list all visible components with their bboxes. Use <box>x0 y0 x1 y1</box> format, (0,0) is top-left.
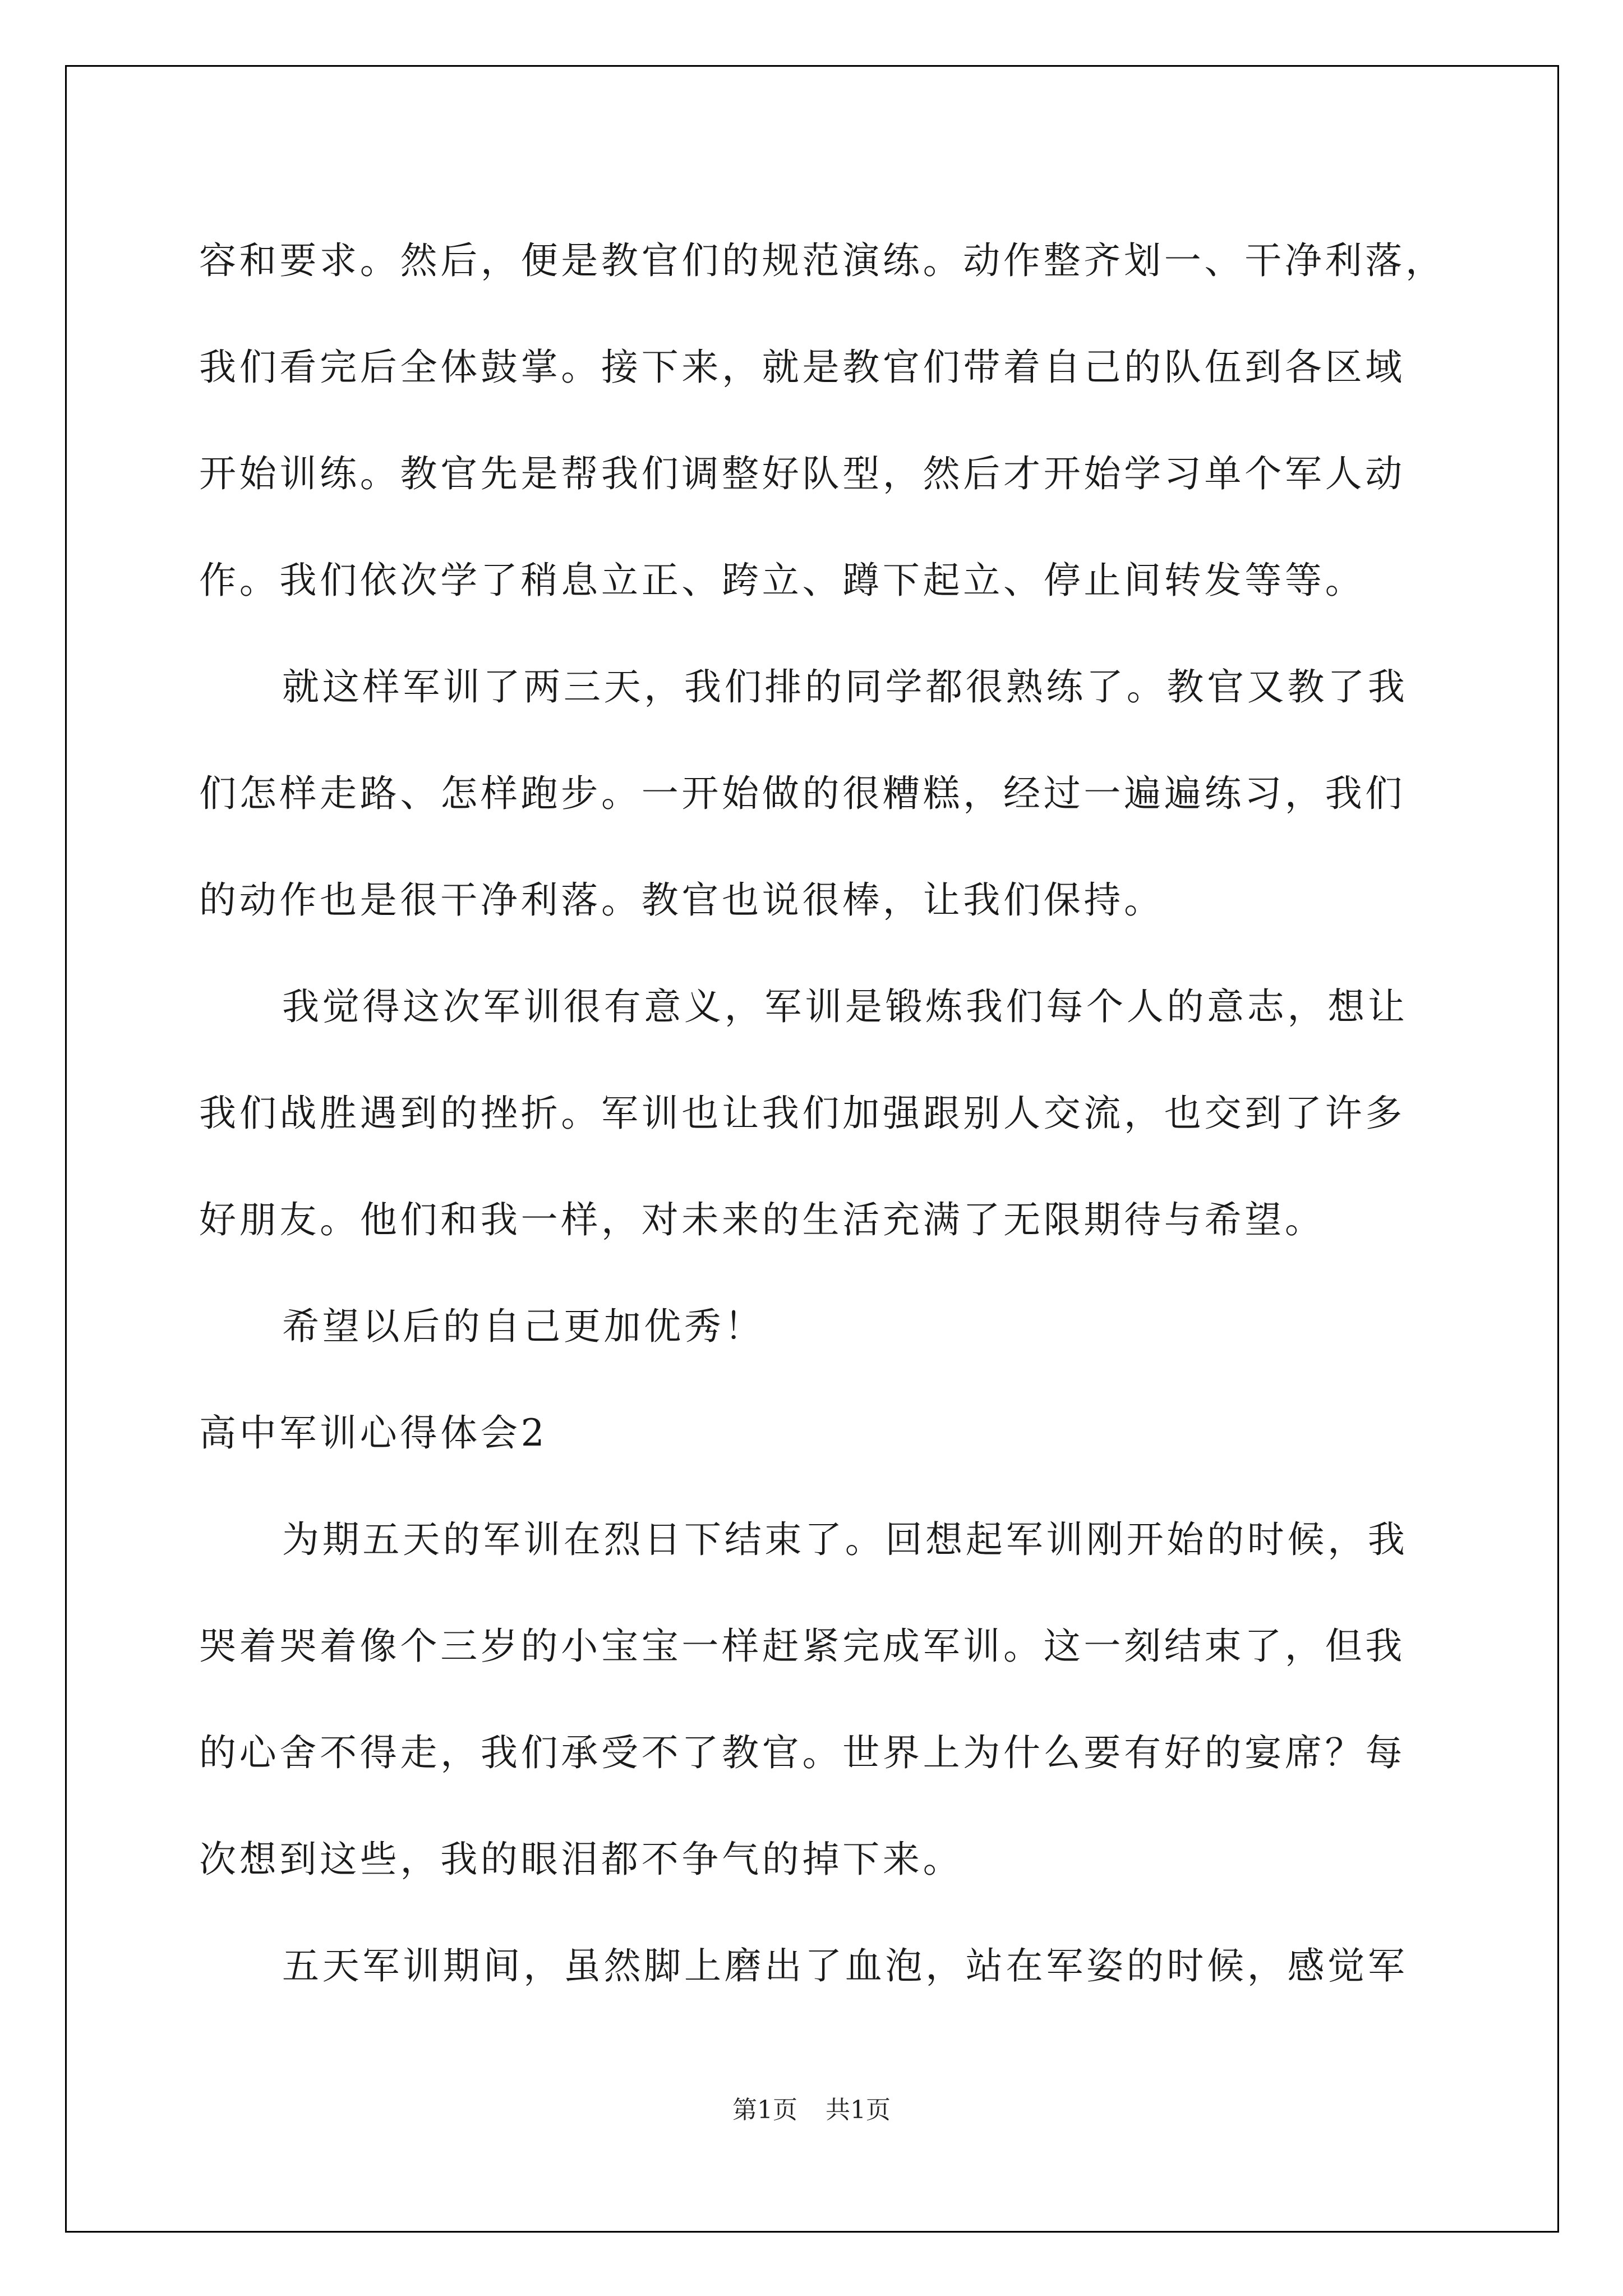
text-line: 的心舍不得走，我们承受不了教官。世界上为什么要有好的宴席？每 <box>199 1731 1405 1774</box>
page-number: 第1页 <box>732 2096 797 2124</box>
text-line: 的动作也是很干净利落。教官也说很棒，让我们保持。 <box>199 878 1164 922</box>
paragraph-start: 希望以后的自己更加优秀！ <box>282 1305 765 1348</box>
text-line: 作。我们依次学了稍息立正、跨立、蹲下起立、停止间转发等等。 <box>199 559 1366 602</box>
text-line: 我们看完后全体鼓掌。接下来，就是教官们带着自己的队伍到各区域 <box>199 346 1405 389</box>
paragraph-start: 五天军训期间，虽然脚上磨出了血泡，站在军姿的时候，感觉军 <box>282 1944 1408 1987</box>
text-line: 好朋友。他们和我一样，对未来的生活充满了无限期待与希望。 <box>199 1198 1325 1241</box>
text-line: 们怎样走路、怎样跑步。一开始做的很糟糕，经过一遍遍练习，我们 <box>199 772 1405 815</box>
text-line: 我们战胜遇到的挫折。军训也让我们加强跟别人交流，也交到了许多 <box>199 1092 1405 1135</box>
paragraph-start: 我觉得这次军训很有意义，军训是锻炼我们每个人的意志，想让 <box>282 985 1408 1028</box>
text-line: 开始训练。教官先是帮我们调整好队型，然后才开始学习单个军人动 <box>199 452 1405 495</box>
paragraph-start: 为期五天的军训在烈日下结束了。回想起军训刚开始的时候，我 <box>282 1518 1408 1561</box>
text-line: 次想到这些，我的眼泪都不争气的掉下来。 <box>199 1838 963 1881</box>
text-line: 容和要求。然后，便是教官们的规范演练。动作整齐划一、干净利落， <box>199 239 1446 282</box>
document-body <box>199 208 1446 2019</box>
page-footer <box>0 2090 1623 2125</box>
section-heading: 高中军训心得体会2 <box>199 1411 548 1455</box>
text-line: 哭着哭着像个三岁的小宝宝一样赶紧完成军训。这一刻结束了，但我 <box>199 1625 1405 1668</box>
page-count: 共1页 <box>826 2096 891 2124</box>
paragraph-start: 就这样军训了两三天，我们排的同学都很熟练了。教官又教了我 <box>282 665 1408 708</box>
